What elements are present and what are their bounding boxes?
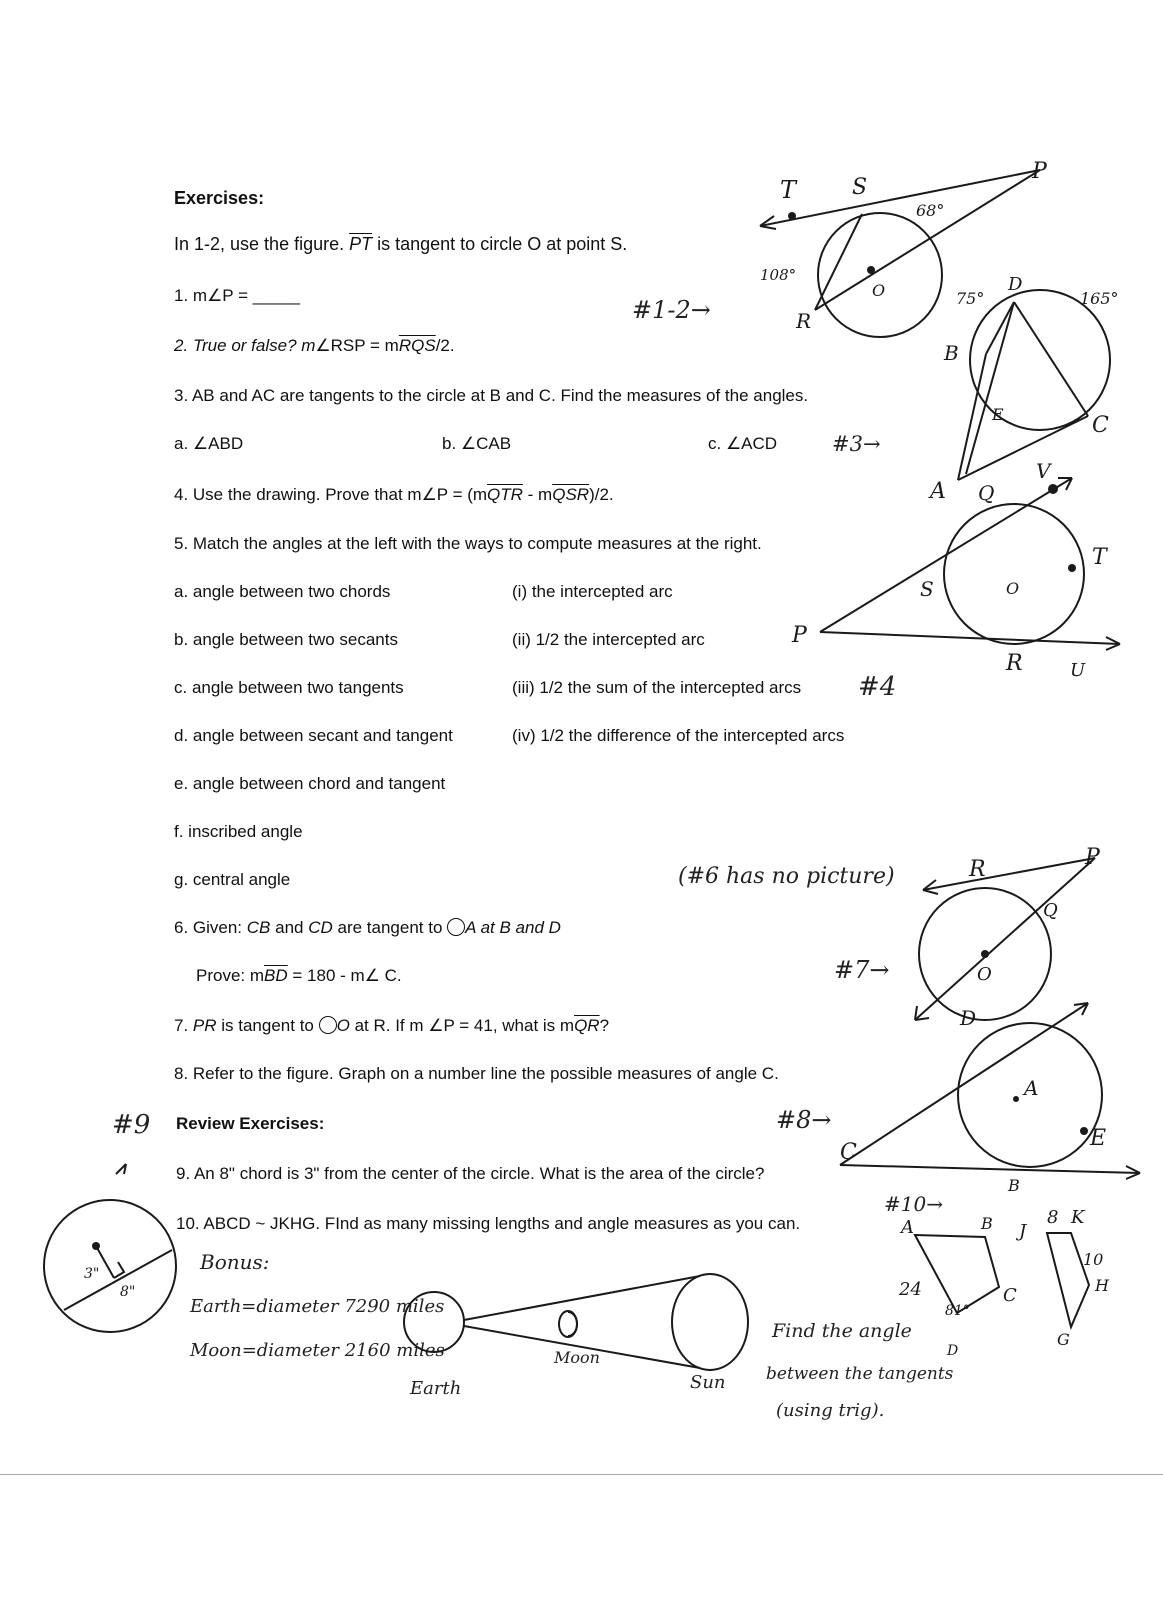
question-2: 2. True or false? m∠RSP = $m\overline{RQS}/2$.: [174, 336, 455, 355]
fig7-label-p: P: [1085, 845, 1100, 870]
fig10-label-b: B: [981, 1214, 993, 1233]
fig12-center-o: [867, 266, 875, 274]
fig3-angle-165: 165°: [1080, 289, 1119, 308]
question-1: 1. m∠P = _____: [174, 286, 300, 305]
fig10-quad-jkhg: [1047, 1233, 1089, 1327]
fig4-tangent: [820, 632, 1120, 644]
fig12-circle: [818, 213, 942, 337]
fig10-quad-abcd: [915, 1235, 999, 1313]
fig8-tangent-lower: [840, 1165, 1140, 1173]
match-left-e: e. angle between chord and tangent: [174, 774, 446, 793]
question-6: 6. Given: CB and CD are tangent to A at B and D: [174, 918, 561, 937]
moon-diameter-note: Moon=diameter 2160 miles: [190, 1340, 445, 1361]
fig4-label-o: O: [1006, 579, 1020, 598]
fig3-tag: #3→: [832, 432, 881, 456]
fig3-circle: [970, 290, 1110, 430]
fig8-label-e: E: [1090, 1126, 1107, 1151]
fig3-label-e: E: [992, 405, 1004, 424]
fig6-note: (#6 has no picture): [678, 864, 895, 889]
fig7-label-q: Q: [1043, 900, 1058, 921]
earth-circle: [404, 1292, 464, 1352]
fig4-point-t: [1068, 564, 1076, 572]
figure-9: [30, 1150, 180, 1330]
match-left-c: c. angle between two tangents: [174, 678, 404, 697]
fig9-tag: #9: [112, 1110, 151, 1140]
question-3: 3. AB and AC are tangents to the circle at B and C. Find the measures of the angles.: [174, 386, 809, 405]
question-8: 8. Refer to the figure. Graph on a number line the possible measures of angle C.: [174, 1064, 779, 1083]
fig9-label-3: 3": [84, 1266, 100, 1282]
match-left-d: d. angle between secant and tangent: [174, 726, 453, 745]
bonus-title: Bonus:: [200, 1250, 270, 1274]
fig4-label-v: V: [1036, 459, 1051, 483]
fig9-pointer-icon: [116, 1164, 126, 1174]
fig10-label-j: J: [1019, 1221, 1027, 1242]
find-angle-line-1: Find the angle: [772, 1320, 912, 1342]
bonus-tangent-lower: [464, 1326, 700, 1368]
question-7: 7. PR is tangent to O at R. If m ∠P = 41, what is $m\overline{QR}$?: [174, 1016, 610, 1035]
fig8-tag: #8→: [776, 1106, 832, 1134]
fig10-label-g: G: [1057, 1330, 1070, 1349]
fig8-label-d: D: [960, 1006, 977, 1030]
fig4-secant: [820, 478, 1072, 632]
figure-8: [820, 995, 1150, 1195]
fig10-label-k: K: [1071, 1207, 1085, 1228]
question-3a: a. ∠ABD: [174, 434, 244, 453]
fig12-label-p: P: [1032, 159, 1047, 184]
fig9-chord: [64, 1250, 172, 1310]
fig4-label-p: P: [792, 623, 807, 648]
review-heading: Review Exercises:: [176, 1114, 325, 1133]
match-right-ii: (ii) 1/2 the intercepted arc: [512, 630, 705, 649]
find-angle-line-2: between the tangents: [766, 1364, 954, 1384]
fig3-label-d: D: [1008, 274, 1023, 295]
fig4-label-u: U: [1070, 660, 1086, 681]
match-right-iv: (iv) 1/2 the difference of the intercepted arcs: [512, 726, 845, 745]
match-left-f: f. inscribed angle: [174, 822, 303, 841]
fig8-label-c: C: [840, 1140, 857, 1165]
fig3-label-b: B: [944, 341, 959, 365]
fig12-tag: #1-2→: [632, 296, 711, 324]
fig4-label-r: R: [1006, 651, 1023, 676]
bonus-figure: [400, 1270, 760, 1380]
figure-4: [780, 456, 1150, 686]
fig3-segment-ad: [966, 302, 1014, 474]
match-left-g: g. central angle: [174, 870, 291, 889]
fig12-tangent-line: [760, 170, 1040, 226]
match-right-iii: (iii) 1/2 the sum of the intercepted arcs: [512, 678, 802, 697]
circle-symbol-icon: [319, 1016, 337, 1034]
fig8-label-a: A: [1024, 1076, 1039, 1100]
fig4-label-s: S: [920, 577, 934, 601]
fig12-label-o: O: [872, 281, 886, 300]
fig3-chord-dc: [1014, 302, 1088, 416]
question-3c: c. ∠ACD: [708, 434, 778, 453]
fig4-circle: [944, 504, 1084, 644]
figure-10: [895, 1205, 1115, 1365]
fig10-label-d: D: [947, 1343, 959, 1359]
fig12-arc-108: 108°: [760, 266, 797, 284]
fig4-label-q: Q: [978, 481, 995, 505]
fig7-tangent: [923, 858, 1095, 890]
question-3b: b. ∠CAB: [442, 434, 512, 453]
fig10-label-c: C: [1003, 1285, 1017, 1306]
sun-label: Sun: [690, 1372, 726, 1393]
fig8-label-b: B: [1008, 1176, 1020, 1195]
bonus-tangent-upper: [464, 1276, 700, 1320]
match-left-b: b. angle between two secants: [174, 630, 398, 649]
fig10-length-8: 8: [1047, 1207, 1059, 1228]
earth-label: Earth: [410, 1378, 462, 1399]
question-10: 10. ABCD ~ JKHG. FInd as many missing lengths and angle measures as you can.: [176, 1214, 801, 1233]
fig12-label-t: T: [780, 176, 797, 204]
fig12-arc-68: 68°: [916, 201, 945, 220]
intro-1-2: In 1-2, use the figure. $\overline{PT}$ is tangent to circle O at point S.: [174, 234, 628, 254]
fig3-angle-75: 75°: [956, 289, 985, 308]
fig3-label-c: C: [1092, 413, 1109, 438]
fig8-center-a: [1013, 1096, 1019, 1102]
match-left-a: a. angle between two chords: [174, 582, 391, 601]
fig12-point-t: [788, 212, 796, 220]
fig7-center-o: [981, 950, 989, 958]
fig12-label-r: R: [796, 309, 812, 333]
match-right-i: (i) the intercepted arc: [512, 582, 673, 601]
fig9-right-angle-icon: [114, 1262, 124, 1278]
question-9: 9. An 8" chord is 3" from the center of the circle. What is the area of the circle?: [176, 1164, 765, 1183]
fig10-length-24: 24: [899, 1279, 922, 1300]
fig10-tag: #10→: [884, 1192, 943, 1216]
moon-label: Moon: [554, 1348, 600, 1367]
fig3-label-a: A: [930, 479, 946, 504]
earth-diameter-note: Earth=diameter 7290 miles: [190, 1296, 445, 1317]
question-5: 5. Match the angles at the left with the ways to compute measures at the right.: [174, 534, 762, 553]
fig10-length-10: 10: [1083, 1250, 1104, 1269]
sun-ellipse: [672, 1274, 748, 1370]
fig4-tag: #4: [858, 672, 897, 702]
question-6-prove: Prove: $m\overline{BD} = 180$ - m∠ C.: [196, 966, 402, 985]
scan-bottom-edge: [0, 1474, 1163, 1475]
circle-symbol-icon: [447, 918, 465, 936]
fig10-label-a: A: [901, 1217, 914, 1238]
fig9-label-8: 8": [120, 1284, 136, 1300]
fig9-circle: [44, 1200, 176, 1332]
fig7-tag: #7→: [834, 956, 890, 984]
fig7-label-o: O: [977, 964, 992, 985]
fig10-angle-81: 81°: [945, 1303, 970, 1319]
fig10-label-h: H: [1095, 1276, 1109, 1295]
fig8-point-e: [1080, 1127, 1088, 1135]
fig9-center: [92, 1242, 100, 1250]
question-4: 4. Use the drawing. Prove that m∠P = $(m\overline{QTR} - m\overline{QSR})/2$.: [174, 485, 614, 504]
fig4-label-t: T: [1092, 545, 1107, 570]
fig12-label-s: S: [852, 175, 868, 200]
fig7-label-r: R: [969, 857, 986, 882]
fig4-point-v: [1048, 484, 1058, 494]
exercises-heading: Exercises:: [174, 188, 265, 208]
find-angle-line-3: (using trig).: [776, 1400, 885, 1421]
